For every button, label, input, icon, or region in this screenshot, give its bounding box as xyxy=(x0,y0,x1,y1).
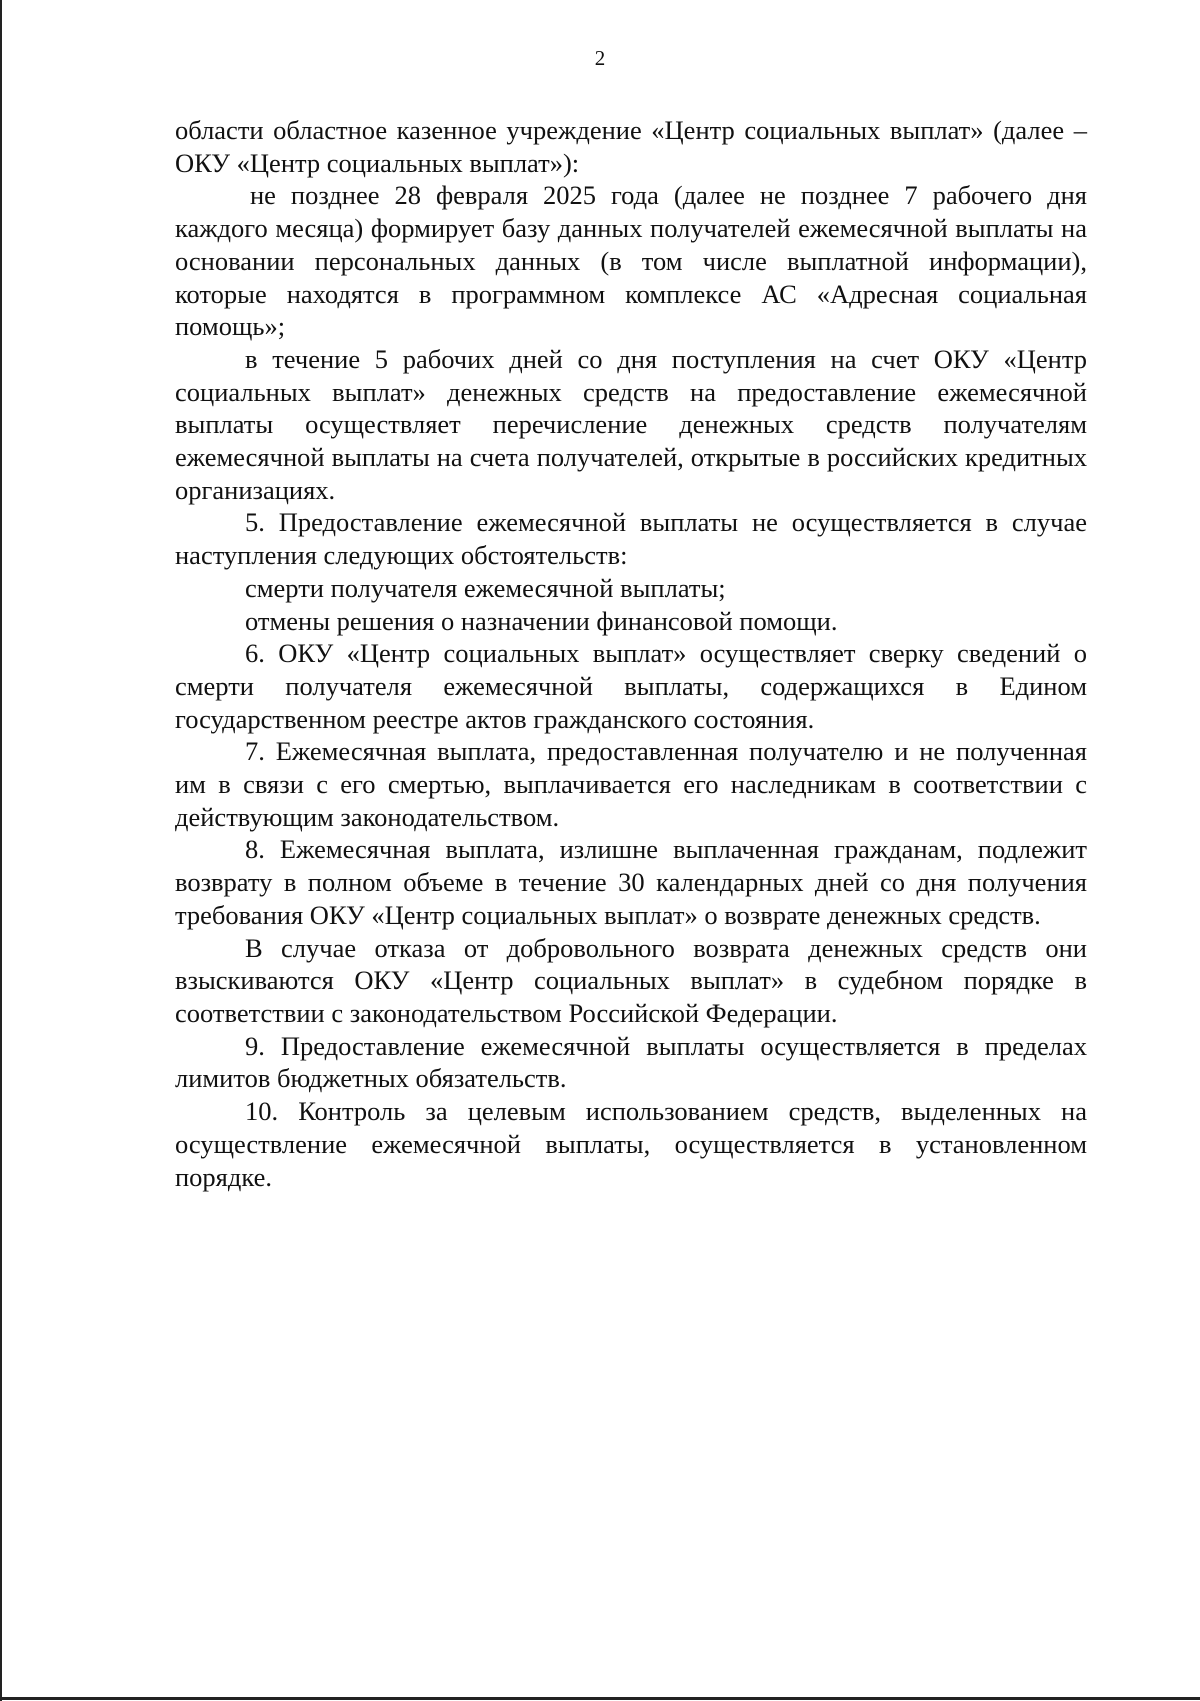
paragraph-item-6: 6. ОКУ «Центр социальных выплат» осуществляет сверку сведений о смерти получателя ежемесячной выплаты, содержащихся в Едином государственном реестре актов гражданского состояния. xyxy=(175,638,1087,734)
paragraph-item-5-case-death: смерти получателя ежемесячной выплаты; xyxy=(245,572,726,603)
paragraph-item-5: 5. Предоставление ежемесячной выплаты не осуществляется в случае наступления следующих обстоятельств: xyxy=(175,507,1087,571)
paragraph-item-7: 7. Ежемесячная выплата, предоставленная получателю и не полученная им в связи с его смертью, выплачивается его наследникам в соответствии с действующим законодательством. xyxy=(175,736,1087,832)
document-body xyxy=(175,114,1087,1193)
paragraph-item-9: 9. Предоставление ежемесячной выплаты осуществляется в пределах лимитов бюджетных обязательств. xyxy=(175,1030,1087,1094)
paragraph-item-10: 10. Контроль за целевым использованием средств, выделенных на осуществление ежемесячной выплаты, осуществляется в установленном порядке. xyxy=(175,1096,1087,1192)
scan-edge-left xyxy=(0,0,2,1701)
paragraph-item-8: 8. Ежемесячная выплата, излишне выплаченная гражданам, подлежит возврату в полном объеме в течение 30 календарных дней со дня получения требования ОКУ «Центр социальных выплат» о возврате денежных средств. xyxy=(175,834,1087,930)
scan-edge-bottom xyxy=(0,1697,1200,1700)
paragraph-intro-continuation: области областное казенное учреждение «Центр социальных выплат» (далее – ОКУ «Центр социальных выплат»): xyxy=(175,115,1087,178)
paragraph-item-5-case-cancellation: отмены решения о назначении финансовой помощи. xyxy=(245,605,838,636)
page-number: 2 xyxy=(594,46,606,70)
paragraph-funds-transfer: в течение 5 рабочих дней со дня поступления на счет ОКУ «Центр социальных выплат» денежных средств на предоставление ежемесячной выплаты осуществляет перечисление денежных средств получателям ежемесячной выплаты на счета получателей, открытые в российских кредитных организациях. xyxy=(175,343,1087,505)
paragraph-database-formation: не позднее 28 февраля 2025 года (далее не позднее 7 рабочего дня каждого месяца) формирует базу данных получателей ежемесячной выплаты на основании персональных данных (в том числе выплатной информации), которые находятся в программном комплексе АС «Адресная социальная помощь»; xyxy=(175,180,1087,342)
paragraph-item-8-refusal: В случае отказа от добровольного возврата денежных средств они взыскиваются ОКУ «Центр социальных выплат» в судебном порядке в соответствии с законодательством Российской Федерации. xyxy=(175,932,1087,1028)
